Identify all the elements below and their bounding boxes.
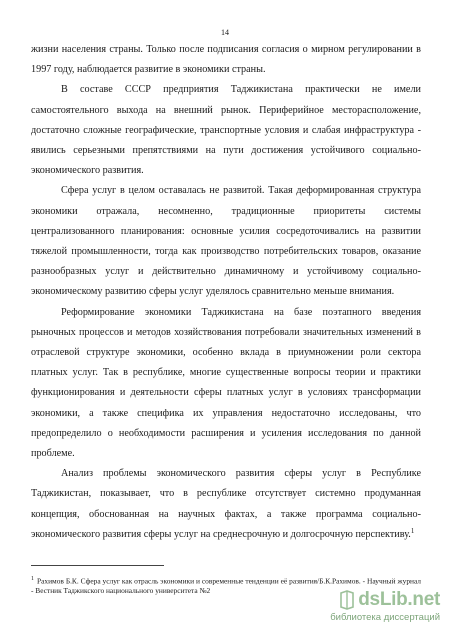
watermark-tagline: библиотека диссертаций (330, 612, 440, 623)
paragraph-5-text: Анализ проблемы экономического развития сферы услуг в Республике Таджикистан, показывает, что в республике отсутствует системно продуманная концепция, обоснованная на научных фактах, а также программа социально-экономического развития сферы услуг на среднесрочную и долгосрочную перспективу. (31, 468, 421, 540)
paragraph-2-text: В составе СССР предприятия Таджикистана практически не имели самостоятельного выхода на внешний рынок. Периферийное месторасположение, достаточно сложные географические, транспортные условия и слабая инфраструктура - явились серьезными препятствиями на пути достижения устойчивого социально- экономического развития. (31, 84, 421, 177)
paragraph-1-text: жизни населения страны. Только после подписания согласия о мирном регулировании в 1997 году, наблюдается развитие в экономики страны. (31, 44, 421, 76)
footnote-marker: 1 (31, 576, 34, 582)
paragraph-2 (31, 80, 421, 181)
paragraph-3-text: Сфера услуг в целом оставалась не развитой. Такая деформированная структура экономики отражала, несомненно, традиционные приоритеты системы централизованного планирования: основные усилия сосредоточивались на развитии тяжелой промышленности, тогда как производство потребительских товаров, оказание разнообразных услуг и действительно динамичному и устойчивому социально-экономическому развитию сферы услуг уделялось сравнительно меньше внимания. (31, 185, 421, 298)
paragraph-4-text: Реформирование экономики Таджикистана на базе поэтапного введения рыночных процессов и методов хозяйствования потребовали значительных изменений в отраслевой структуре экономики, особенно вклада в приумножении роли сектора платных услуг. Так в республике, многие существенные вопросы теории и практики функционирования и деятельности сферы платных услуг в условиях трансформации экономики, а также специфика их управления недостаточно исследованы, что предопределило о необходимости расширения и усиления исследования по данной проблеме. (31, 306, 421, 460)
body-text (31, 40, 421, 545)
paragraph-1 (31, 40, 421, 80)
paragraph-4 (31, 303, 421, 465)
footnote-reference[interactable]: 1 (410, 526, 415, 535)
watermark-brand: dsLib.net (358, 589, 440, 610)
footnote-divider (31, 565, 164, 566)
watermark (290, 590, 440, 630)
paragraph-3 (31, 181, 421, 302)
paragraph-5 (31, 464, 421, 545)
footnote-text: Рахимов Б.К. Сфера услуг как отрасль экономики и современные тенденции её развития/Б.К.Рахимов. - Научный журнал - Вестник Таджикского национального университета №2 (31, 576, 421, 596)
watermark-logo (290, 590, 440, 610)
book-icon (339, 590, 355, 610)
page-number: 14 (221, 28, 229, 37)
